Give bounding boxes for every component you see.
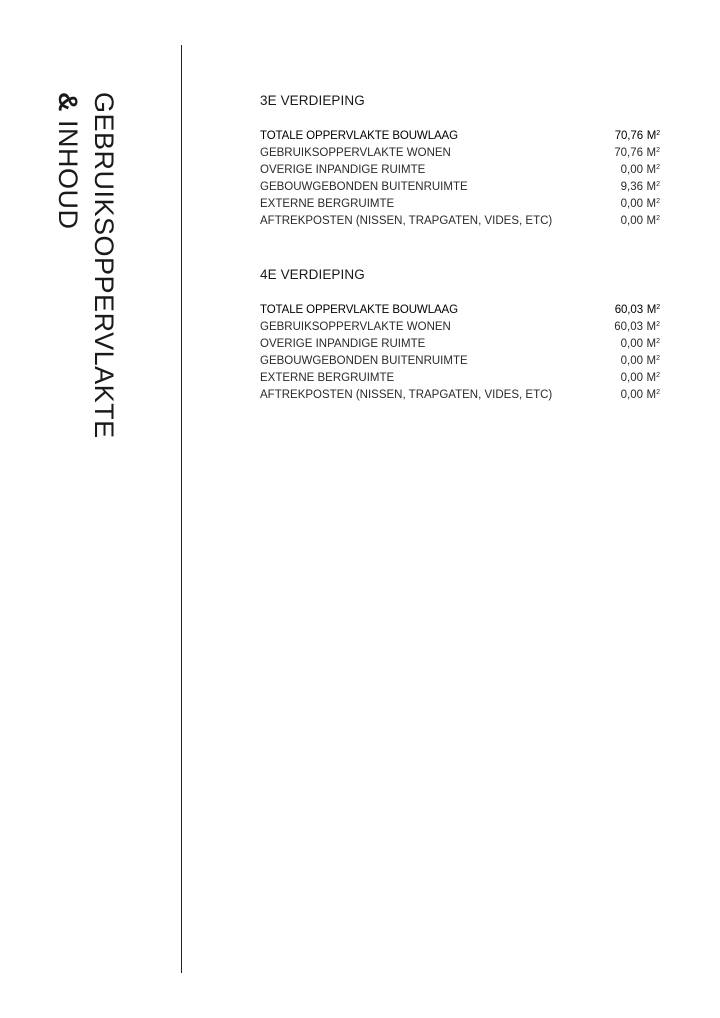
table-row [260,125,660,142]
section-3e-verdieping [260,92,660,227]
row-unit: $M^2$ [646,130,660,142]
vertical-divider [181,45,182,973]
table-row [260,350,660,367]
row-label: AFTREKPOSTEN (NISSEN, TRAPGATEN, VIDES, ETC) [260,215,553,227]
row-unit: $M^2$ [646,198,660,210]
row-value: 70,76 [614,130,643,142]
row-value: 0,00 [620,338,643,350]
row-value: 0,00 [620,355,643,367]
row-unit: $M^2$ [646,321,660,333]
row-label: EXTERNE BERGRUIMTE [260,372,395,384]
page-title-text: GEBRUIKSOPPERVLAKTE [89,92,119,439]
table-row [260,367,660,384]
page-title-line-1 [89,92,119,439]
row-value: 9,36 [620,181,643,193]
section-title: 3E VERDIEPING [260,93,365,108]
page-subtitle-text: INHOUD [53,112,83,230]
row-label: AFTREKPOSTEN (NISSEN, TRAPGATEN, VIDES, ETC) [260,389,553,401]
page-title-line-2 [53,92,83,230]
table-row [260,176,660,193]
row-unit: $M^2$ [646,338,660,350]
row-unit: $M^2$ [646,372,660,384]
table-row [260,299,660,316]
ampersand: & [53,92,83,112]
table-row [260,193,660,210]
row-value: 0,00 [620,215,643,227]
vertical-page-title [49,92,119,439]
table-row [260,159,660,176]
row-label: GEBRUIKSOPPERVLAKTE WONEN [260,147,451,159]
row-unit: $M^2$ [646,164,660,176]
section-4e-verdieping [260,266,660,401]
row-label: OVERIGE INPANDIGE RUIMTE [260,338,426,350]
table-row [260,210,660,227]
row-label: EXTERNE BERGRUIMTE [260,198,395,210]
table-row [260,142,660,159]
row-label: GEBRUIKSOPPERVLAKTE WONEN [260,321,451,333]
row-label: OVERIGE INPANDIGE RUIMTE [260,164,426,176]
row-unit: $M^2$ [646,147,660,159]
row-value: 0,00 [620,164,643,176]
row-label: GEBOUWGEBONDEN BUITENRUIMTE [260,181,468,193]
row-unit: $M^2$ [646,355,660,367]
row-unit: $M^2$ [646,215,660,227]
row-unit: $M^2$ [646,304,660,316]
section-title: 4E VERDIEPING [260,267,365,282]
row-value: 0,00 [620,372,643,384]
row-value: 0,00 [620,198,643,210]
row-unit: $M^2$ [646,389,660,401]
row-value: 70,76 [614,147,643,159]
table-row [260,384,660,401]
row-label: TOTALE OPPERVLAKTE BOUWLAAG [260,130,458,142]
row-unit: $M^2$ [646,181,660,193]
table-row [260,316,660,333]
row-value: 60,03 [614,321,643,333]
row-value: 0,00 [620,389,643,401]
row-label: GEBOUWGEBONDEN BUITENRUIMTE [260,355,468,367]
table-row [260,333,660,350]
row-label: TOTALE OPPERVLAKTE BOUWLAAG [260,304,458,316]
row-value: 60,03 [614,304,643,316]
